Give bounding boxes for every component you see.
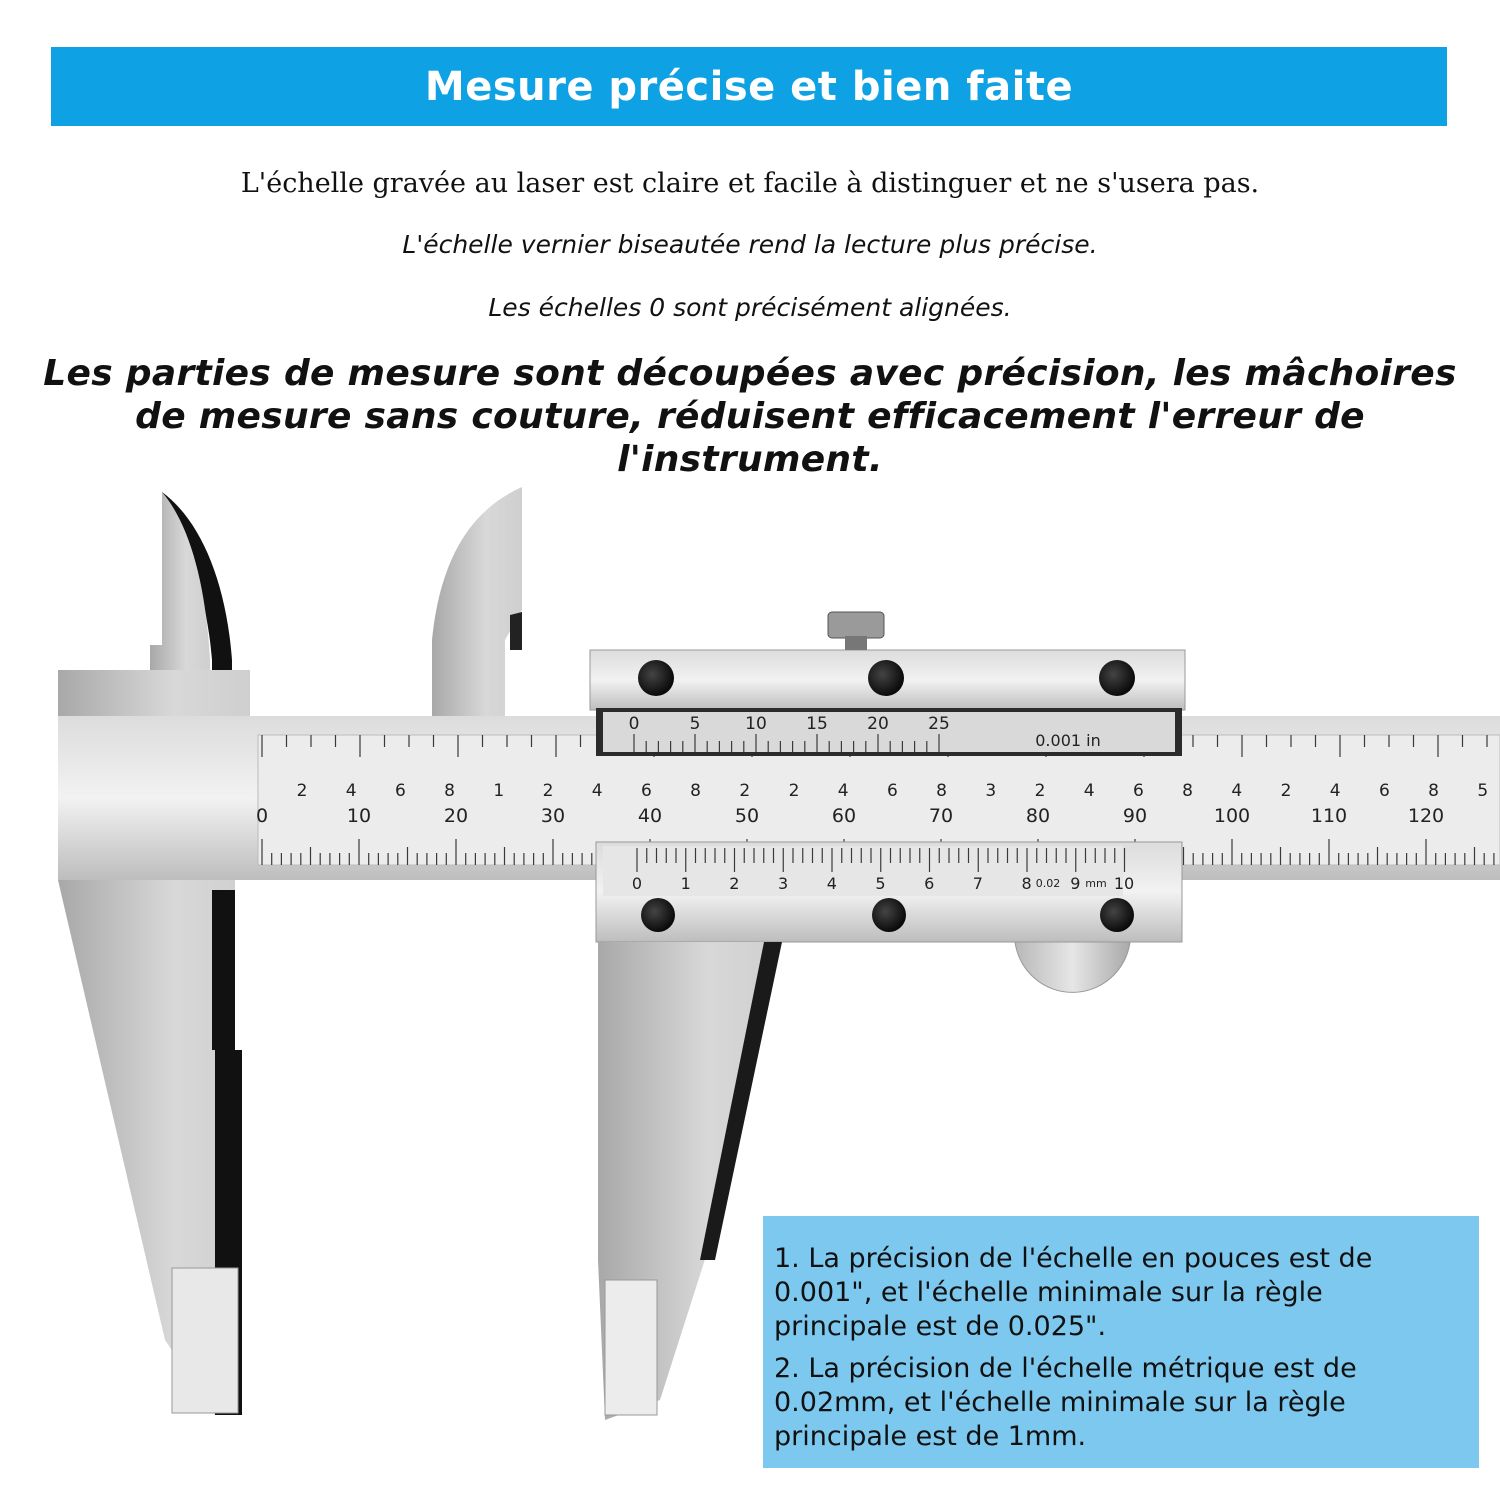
main-inch-label: 4 (1083, 781, 1095, 801)
main-metric-label: 60 (831, 805, 857, 827)
main-inch-label: 2 (542, 781, 554, 801)
main-metric-label: 80 (1025, 805, 1051, 827)
main-metric-label: 40 (637, 805, 663, 827)
screw-icon (868, 660, 904, 696)
main-inch-label: 4 (345, 781, 357, 801)
thumb-roller (1015, 942, 1130, 992)
title-banner (51, 47, 1447, 126)
vernier-inch-label: 5 (689, 714, 701, 734)
zero-alignment-text: Les échelles 0 sont précisément alignées. (488, 293, 1012, 322)
screw-icon (1099, 660, 1135, 696)
vernier-metric-label: 9 (1070, 874, 1081, 893)
main-inch-label: 2 (739, 781, 751, 801)
main-inch-label: 6 (394, 781, 406, 801)
main-inch-label: 8 (1428, 781, 1440, 801)
vernier-text: L'échelle vernier biseautée rend la lecture plus précise. (402, 230, 1098, 259)
main-inch-label: 2 (788, 781, 800, 801)
vernier-metric-unit: 0.02 (1035, 877, 1061, 890)
vernier-metric-label: 1 (680, 874, 691, 893)
main-metric-label: 100 (1213, 805, 1251, 827)
vernier-metric-label: 0 (631, 874, 643, 893)
main-metric-label: 120 (1407, 805, 1445, 827)
upper-sliding-jaw (432, 487, 522, 720)
main-metric-label: 70 (928, 805, 954, 827)
main-metric-label: 90 (1122, 805, 1148, 827)
vernier-metric-label: 3 (778, 874, 789, 893)
headline: Les parties de mesure sont découpées avec précision, les mâchoires de mesure sans couture, réduisent efficacement l'erreur de l'instrument. (43, 353, 1457, 480)
vernier-metric-label: 8 (1021, 874, 1032, 893)
main-inch-label: 8 (936, 781, 948, 801)
vernier-metric-label: 7 (972, 874, 983, 893)
screw-icon (1100, 898, 1134, 932)
vernier-metric-label: 10 (1113, 874, 1135, 893)
screw-icon (641, 898, 675, 932)
main-inch-label: 2 (1034, 781, 1046, 801)
main-inch-label: 6 (640, 781, 652, 801)
vernier-metric-label: 6 (924, 874, 935, 893)
vernier-inch-unit: 0.001 in (1035, 731, 1101, 750)
main-metric-label: 20 (443, 805, 469, 827)
locking-screw (828, 612, 884, 650)
screw-icon (638, 660, 674, 696)
vernier-inch-label: 20 (867, 714, 889, 734)
note-metric-precision: 2. La précision de l'échelle métrique est de 0.02mm, et l'échelle minimale sur la règle principale est de 1mm. (774, 1353, 1357, 1452)
main-inch-label: 8 (690, 781, 702, 801)
vernier-inch-label: 0 (628, 714, 640, 734)
banner-title: Mesure précise et bien faite (424, 63, 1074, 110)
main-inch-label: 4 (1231, 781, 1243, 801)
main-metric-label: 110 (1310, 805, 1348, 827)
vernier-inch-label: 25 (928, 714, 950, 734)
main-inch-label: 2 (296, 781, 308, 801)
laser-scale-text: L'échelle gravée au laser est claire et facile à distinguer et ne s'usera pas. (240, 168, 1260, 199)
lower-sliding-jaw (598, 942, 782, 1420)
main-inch-label: 8 (444, 781, 456, 801)
screw-icon (872, 898, 906, 932)
main-inch-label: 3 (985, 781, 997, 801)
note-inch-precision: 1. La précision de l'échelle en pouces est de 0.001", et l'échelle minimale sur la règle principale est de 0.025". (774, 1243, 1373, 1342)
main-inch-label: 6 (1378, 781, 1390, 801)
main-metric-label: 50 (734, 805, 760, 827)
main-inch-label: 8 (1182, 781, 1194, 801)
main-metric-label: 30 (540, 805, 566, 827)
vernier-metric-mm: mm (1085, 877, 1107, 890)
precision-notes (763, 1216, 1479, 1468)
main-metric-label: 10 (346, 805, 372, 827)
main-inch-label: 6 (886, 781, 898, 801)
main-inch-label: 5 (1477, 781, 1489, 801)
vernier-metric-label: 4 (826, 874, 837, 893)
main-inch-label: 4 (1329, 781, 1341, 801)
main-metric-label: 0 (255, 805, 269, 827)
vernier-inch-label: 15 (806, 714, 828, 734)
main-inch-label: 2 (1280, 781, 1292, 801)
vernier-inch-label: 10 (745, 714, 767, 734)
vernier-metric-label: 5 (875, 874, 886, 893)
vernier-metric-label: 2 (729, 874, 740, 893)
main-inch-label: 4 (837, 781, 849, 801)
main-inch-label: 1 (493, 781, 505, 801)
main-inch-label: 6 (1132, 781, 1144, 801)
main-inch-label: 4 (591, 781, 603, 801)
